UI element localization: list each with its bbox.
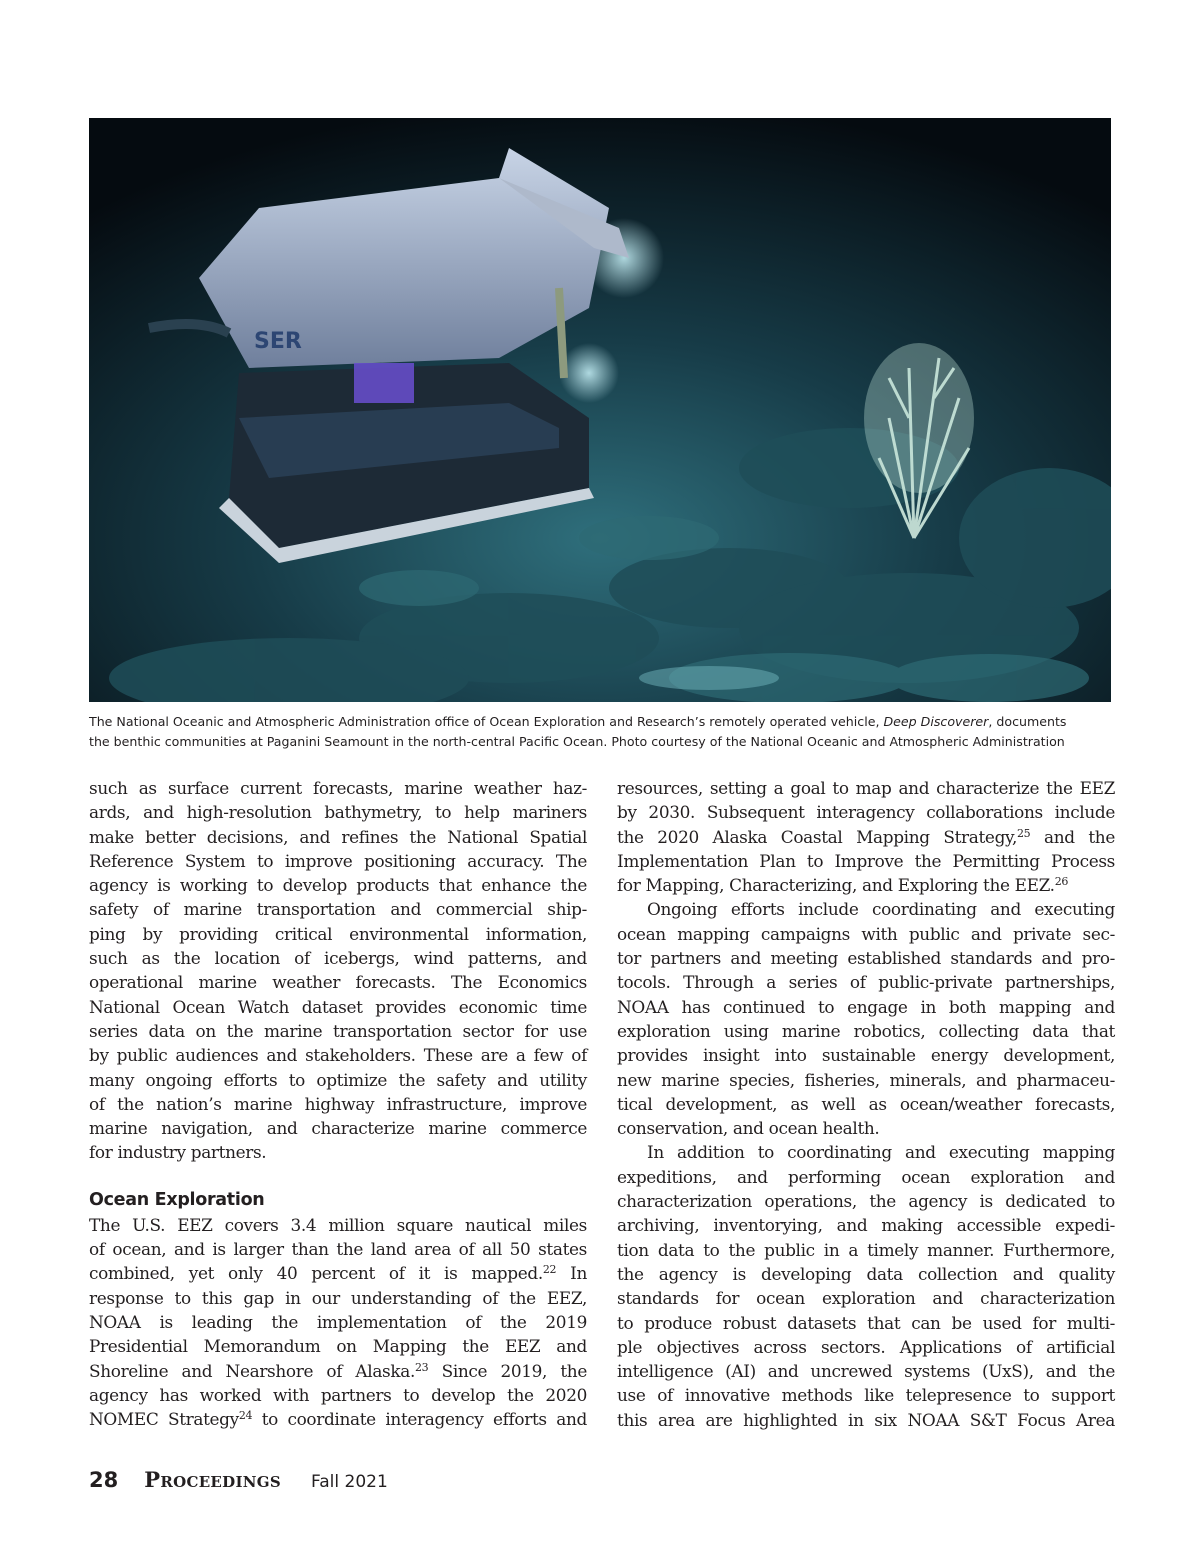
caption-line-2: the benthic communities at Paganini Seamount in the north-central Pacific Ocean. Photo courtesy of the National Oceanic and Atmospheric Administration <box>89 734 1065 749</box>
page-footer <box>89 1467 388 1497</box>
text-line: tocols. Through a series of public-private partnerships, <box>617 972 1115 993</box>
text-line: ping by providing critical environmental information, <box>89 923 587 944</box>
footnote-ref: 23 <box>414 1360 429 1374</box>
text-line: Implementation Plan to Improve the Permitting Process <box>617 850 1115 871</box>
text-line: operational marine weather forecasts. The Economics <box>89 972 587 993</box>
text-line: resources, setting a goal to map and characterize the EEZ <box>617 778 1115 798</box>
text-line: use of innovative methods like telepresence to support <box>617 1385 1115 1406</box>
text-line: such as the location of icebergs, wind patterns, and <box>89 948 587 969</box>
text-line: this area are highlighted in six NOAA S&T Focus Area <box>617 1409 1115 1430</box>
text-line: response to this gap in our understanding of the EEZ, <box>89 1287 587 1308</box>
vehicle-name: Deep Discoverer <box>883 714 989 729</box>
paragraph-ocean-exploration <box>89 1213 587 1432</box>
text-line: to produce robust datasets that can be used for multi- <box>617 1312 1115 1333</box>
page-number: 28 <box>89 1468 119 1492</box>
text-line: tor partners and meeting established standards and pro- <box>617 948 1115 969</box>
footnote-ref: 25 <box>1017 826 1031 840</box>
text-line: such as surface current forecasts, marine weather haz- <box>89 778 587 798</box>
text-line: tion data to the public in a timely manner. Furthermore, <box>617 1239 1115 1260</box>
section-heading: Ocean Exploration <box>89 1189 265 1210</box>
text-line: intelligence (AI) and uncrewed systems (UxS), and the <box>617 1361 1115 1382</box>
text-line: for Mapping, Characterizing, and Exploring the EEZ.$^{26}$ <box>617 875 1069 896</box>
text-line: characterization operations, the agency is dedicated to <box>617 1191 1115 1212</box>
text-line: many ongoing efforts to optimize the safety and utility <box>89 1069 587 1090</box>
text-line: provides insight into sustainable energy development, <box>617 1045 1115 1066</box>
text-line: Presidential Memorandum on Mapping the EEZ and <box>89 1336 587 1357</box>
text-line: tical development, as well as ocean/weather forecasts, <box>617 1093 1115 1114</box>
paragraph-continued <box>617 776 1115 897</box>
text-line: for industry partners. <box>89 1142 267 1163</box>
paragraph-ongoing-efforts <box>617 897 1115 1140</box>
text-line: Reference System to improve positioning accuracy. The <box>89 850 587 871</box>
photo-caption <box>89 712 1119 752</box>
caption-text: The National Oceanic and Atmospheric Administration office of Ocean Exploration and Research’s remotely operated vehicle, <box>89 714 884 729</box>
text-line: NOAA is leading the implementation of the 2019 <box>89 1311 587 1332</box>
text-line: combined, yet only 40 percent of it is mapped.$^{22}$ In <box>89 1263 588 1284</box>
text-line: Shoreline and Nearshore of Alaska.$^{23}$ Since 2019, the <box>89 1360 587 1381</box>
right-column <box>617 776 1115 1432</box>
text-line: of ocean, and is larger than the land area of all 50 states <box>89 1239 587 1260</box>
text-line: new marine species, fisheries, minerals, and pharmaceu- <box>617 1069 1115 1090</box>
text-line: of the nation’s marine highway infrastructure, improve <box>89 1093 587 1114</box>
text-line: ple objectives across sectors. Applications of artificial <box>617 1336 1115 1357</box>
issue-date: Fall 2021 <box>311 1472 388 1492</box>
text-line: agency has worked with partners to develop the 2020 <box>89 1384 587 1405</box>
rov-deep-discoverer-illustration <box>89 118 1111 702</box>
footnote-ref: 22 <box>542 1263 557 1277</box>
left-column <box>89 776 587 1431</box>
text-line: marine navigation, and characterize marine commerce <box>89 1118 587 1139</box>
text-line: NOMEC Strategy$^{24}$ to coordinate interagency efforts and <box>89 1409 587 1430</box>
vehicle-logo: SER <box>254 329 302 354</box>
text-line: National Ocean Watch dataset provides economic time <box>89 996 587 1017</box>
rov-photo <box>89 118 1111 702</box>
text-line: The U.S. EEZ covers 3.4 million square nautical miles <box>89 1214 587 1235</box>
paragraph-coordinating <box>617 1140 1115 1432</box>
text-line: safety of marine transportation and commercial ship- <box>89 899 587 920</box>
text-line: conservation, and ocean health. <box>617 1118 880 1139</box>
text-line: exploration using marine robotics, collecting data that <box>617 1020 1115 1041</box>
text-line: Ongoing efforts include coordinating and executing <box>647 899 1115 920</box>
footnote-ref: 24 <box>238 1409 253 1423</box>
caption-text: , documents <box>988 714 1067 729</box>
paragraph-continued <box>89 776 587 1165</box>
text-line: by 2030. Subsequent interagency collaborations include <box>617 802 1115 823</box>
text-line: the agency is developing data collection and quality <box>617 1263 1115 1284</box>
publication-masthead: Proceedings <box>144 1467 282 1492</box>
text-line: In addition to coordinating and executing mapping <box>647 1142 1115 1163</box>
text-line: agency is working to develop products that enhance the <box>89 875 587 896</box>
text-line: by public audiences and stakeholders. These are a few of <box>89 1045 587 1066</box>
footnote-ref: 26 <box>1054 875 1069 889</box>
text-line: make better decisions, and refines the National Spatial <box>89 826 587 847</box>
text-line: archiving, inventorying, and making accessible expedi- <box>617 1215 1115 1236</box>
text-line: NOAA has continued to engage in both mapping and <box>617 996 1115 1017</box>
text-line: expeditions, and performing ocean exploration and <box>617 1166 1115 1187</box>
text-line: standards for ocean exploration and characterization <box>617 1288 1115 1309</box>
text-line: series data on the marine transportation sector for use <box>89 1020 587 1041</box>
caption-line-1 <box>89 712 1119 732</box>
text-line: the 2020 Alaska Coastal Mapping Strategy,$^{25}$ and the <box>617 826 1115 847</box>
text-line: ocean mapping campaigns with public and private sec- <box>617 923 1115 944</box>
text-line: ards, and high-resolution bathymetry, to help mariners <box>89 802 587 823</box>
